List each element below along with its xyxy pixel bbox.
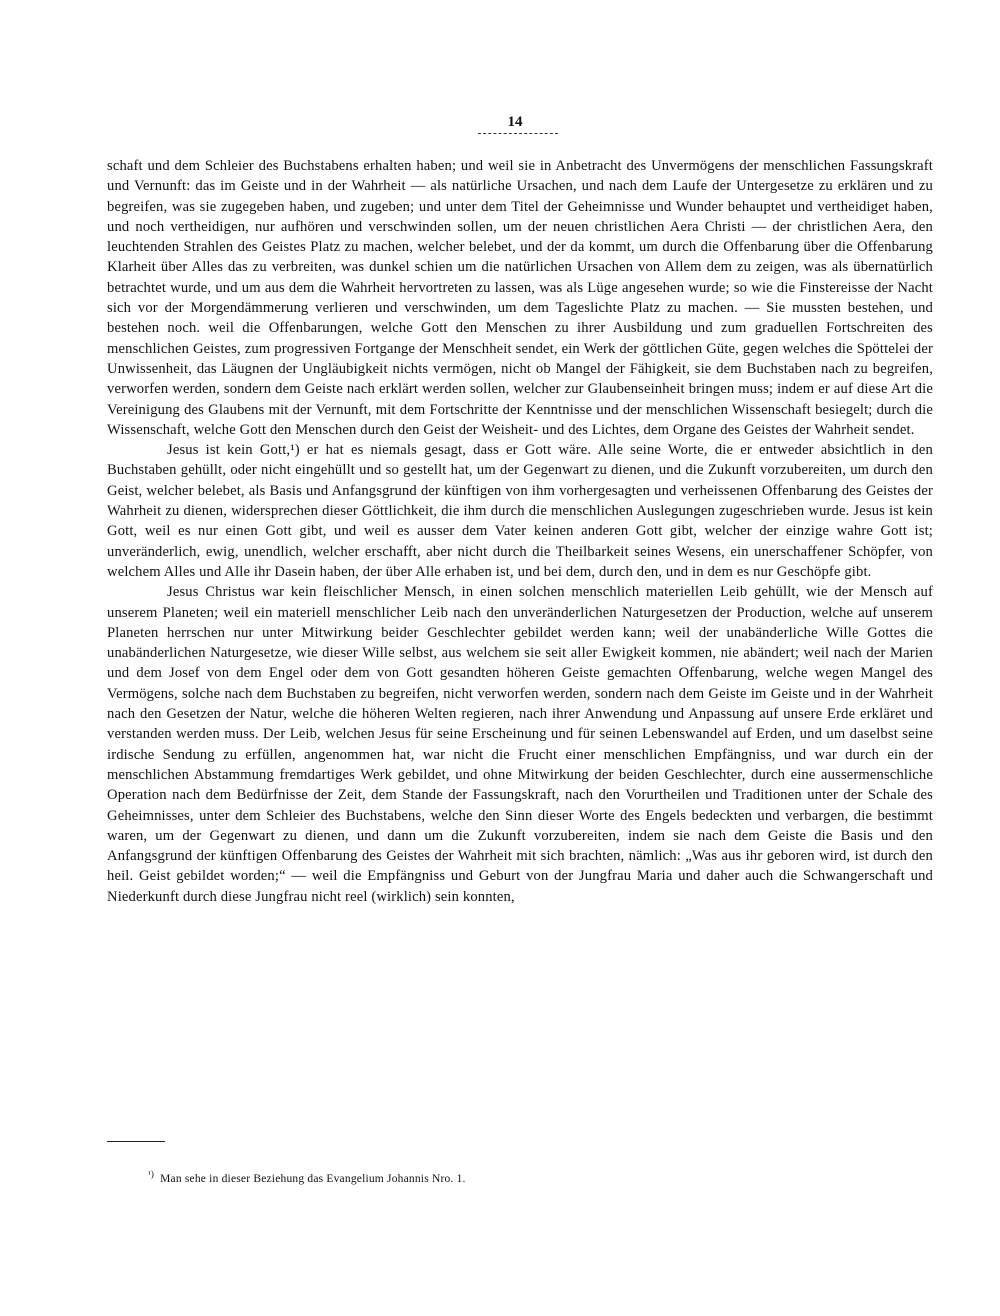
page-number: 14 (507, 114, 523, 130)
footnote-separator (107, 1141, 165, 1142)
footnote (148, 1167, 466, 1186)
paragraph-continued: schaft und dem Schleier des Buchstabens erhalten haben; und weil sie in Anbetracht des Unvermögens der menschlichen Fassungskraft und Vernunft: das im Geiste und in der Wahrheit — als natürliche Ursachen, und nach dem Laufe der Untergesetze zu erklären und zu begreifen, was sie zugegeben haben, und zugeben; und unter dem Titel der Geheimnisse und Wunder behauptet und vertheidiget haben, und noch vertheidigen, nur aufhören und verschwinden sollen, um der neuen christlichen Aera Christi — der christlichen Aera, den leuchtenden Strahlen des Geistes Platz zu machen, welcher belebet, und der da kommt, um durch die Offenbarung über die Offenbarung Klarheit über Alles das zu verbreiten, was dunkel schien um die natürlichen Ursachen von Allem dem zu zeigen, was als übernatürlich betrachtet wurde, und um aus dem die Wahrheit hervortreten zu lassen, was als Lüge angesehen wurde; so wie die Finstereisse der Nacht sich vor der Morgendämmerung verlieren und verschwinden, um dem Tageslichte Platz zu machen. — Sie mussten bestehen, und bestehen noch. weil die Offenbarungen, welche Gott den Menschen zu ihrer Ausbildung und zum graduellen Fortschreiten des menschlichen Geistes, zum progressiven Fortgange der Menschheit sendet, ein Werk der göttlichen Güte, gegen welches die Spöttelei der Unwissenheit, das Läugnen der Ungläubigkeit nichts vermögen, nicht ob Mangel der Fähigkeit, sie dem Buchstaben nach zu begreifen, verworfen werden, sondern dem Geiste nach erklärt werden sollen, welcher zur Glaubenseinheit bringen muss; indem er auf diese Art die Vereinigung des Glaubens mit der Vernunft, mit dem Fortschritte der Kenntnisse und der menschlichen Wissenschaft besiegelt; durch die Wissenschaft, welche Gott den Menschen durch den Geist der Weisheit- und des Lichtes, dem Organe des Geistes der Wahrheit sendet. (107, 158, 933, 438)
footnote-marker: ¹) (148, 1169, 155, 1179)
page-number-rule (478, 133, 558, 134)
paragraph-jesus-christus: Jesus Christus war kein fleischlicher Mensch, in einen solchen menschlich materiellen Leib gehüllt, wie der Mensch auf unserem Planeten; weil ein materiell menschlicher Leib nach den unveränderlichen Naturgesetzen der Production, welche auf unserem Planeten herrschen nur unter Mitwirkung beider Geschlechter gebildet werden kann; weil der unabänderliche Wille Gottes die unabänderlichen Naturgesetze, wie dieser Wille selbst, aus welchem sie seit aller Ewigkeit kommen, nie abändert; weil nach der Marien und dem Josef von dem Engel oder dem von Gott gesandten höheren Geiste gemachten Offenbarung, welche wegen Mangel des Vermögens, solche nach dem Buchstaben zu begreifen, nicht verworfen werden, sondern nach dem Geiste im Geiste und in der Wahrheit nach den Gesetzen der Natur, welche die höheren Welten regieren, nach ihrer Anwendung und Anpassung auf unsere Erde erkläret und verstanden werden muss. Der Leib, welchen Jesus für seine Erscheinung und für seinen Lebenswandel auf Erden, und um daselbst seine irdische Sendung zu erfüllen, angenommen hat, war nicht die Frucht einer menschlichen Empfängniss, und war durch ein der menschlichen Abstammung fremdartiges Werk gebildet, und ohne Mitwirkung der beiden Geschlechter, durch eine aussermenschliche Operation nach dem Bedürfnisse der Zeit, dem Stande der Fassungskraft, nach den Vorurtheilen und Traditionen unter der Schale des Geheimnisses, unter dem Schleier des Buchstabens, welche den Sinn dieser Worte des Engels bedeckten und verbargen, die bestimmt waren, um der Gegenwart zu dienen, und dann um die Zukunft vorzubereiten, indem sie nach dem Geiste die Basis und den Anfangsgrund der künftigen Offenbarung des Geistes der Wahrheit mit sich brachten, nämlich: „Was aus ihr geboren wird, ist durch den heil. Geist gebildet worden;“ — weil die Empfängniss und Geburt von der Jungfrau Maria und daher auch die Schwangerschaft und Niederkunft durch diese Jungfrau nicht reel (wirklich) sein konnten, (107, 584, 933, 905)
body-text (107, 156, 933, 907)
footnote-text: Man sehe in dieser Beziehung das Evangelium Johannis Nro. 1. (160, 1172, 466, 1185)
paragraph-jesus-kein-gott: Jesus ist kein Gott,¹) er hat es niemals gesagt, dass er Gott wäre. Alle seine Worte, die er entweder absichtlich in den Buchstaben gehüllt, oder nicht eingehüllt und so gestellt hat, um der Gegenwart zu dienen, und die Zukunft vorzubereiten, um durch den Geist, welcher belebet, als Basis und Anfangsgrund der künftigen von ihm vorhergesagten und verheissenen Offenbarung des Geistes der Wahrheit zu dienen, widersprechen dieser Göttlichkeit, die ihm durch die menschlichen Auslegungen zugeschrieben wurde. Jesus ist kein Gott, weil es nur einen Gott gibt, und weil es ausser dem Vater keinen anderen Gott gibt, welcher der einzige wahre Gott ist; unveränderlich, ewig, unendlich, welcher erschafft, aber nicht durch die Theilbarkeit seines Wesens, ein unerschaffener Schöpfer, von welchem Alles und Alle ihr Dasein haben, der über Alle erhaben ist, und bei dem, durch den, und in dem es nur Geschöpfe gibt. (107, 442, 933, 580)
